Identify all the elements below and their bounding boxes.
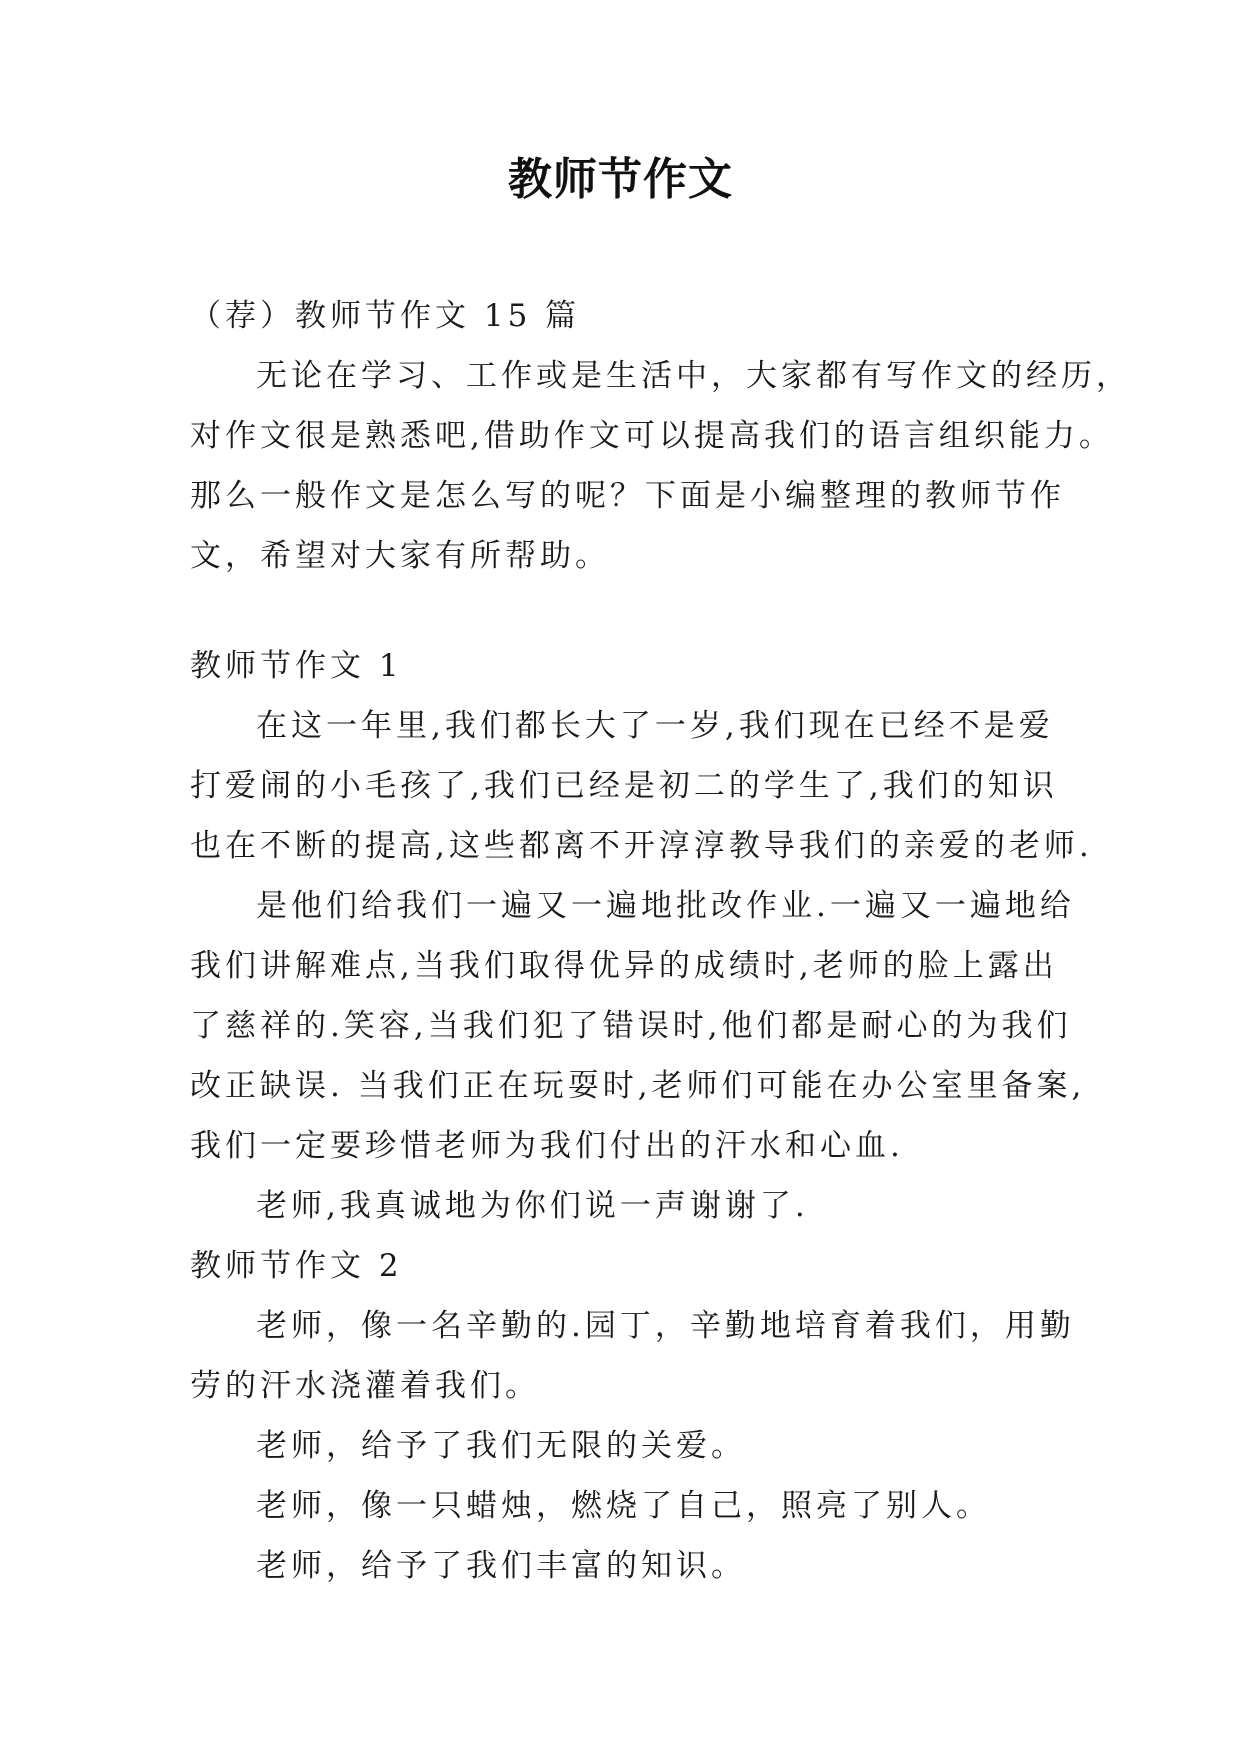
paragraph-line: 老师,我真诚地为你们说一声谢谢了. bbox=[256, 1188, 809, 1224]
paragraph-line: 我们讲解难点,当我们取得优异的成绩时,老师的脸上露出 bbox=[190, 948, 1058, 984]
paragraph-line: 老师，给予了我们丰富的知识。 bbox=[256, 1548, 746, 1584]
paragraph-line: 是他们给我们一遍又一遍地批改作业.一遍又一遍地给 bbox=[256, 888, 1075, 924]
subtitle-line: （荐）教师节作文 15 篇 bbox=[190, 298, 581, 334]
paragraph-line: 文，希望对大家有所帮助。 bbox=[190, 538, 610, 574]
paragraph-line: 在这一年里,我们都长大了一岁,我们现在已经不是爱 bbox=[256, 708, 1054, 744]
section-heading: 教师节作文 1 bbox=[190, 648, 403, 684]
paragraph-line: 打爱闹的小毛孩了,我们已经是初二的学生了,我们的知识 bbox=[190, 768, 1058, 804]
paragraph-line: 那么一般作文是怎么写的呢？下面是小编整理的教师节作 bbox=[190, 478, 1065, 514]
paragraph-line: 了慈祥的.笑容,当我们犯了错误时,他们都是耐心的为我们 bbox=[190, 1008, 1072, 1044]
document-title: 教师节作文 bbox=[508, 154, 733, 205]
paragraph-line: 劳的汗水浇灌着我们。 bbox=[190, 1368, 540, 1404]
paragraph-line: 老师，像一只蜡烛，燃烧了自己，照亮了别人。 bbox=[256, 1488, 991, 1524]
paragraph-line: 对作文很是熟悉吧,借助作文可以提高我们的语言组织能力。 bbox=[190, 418, 1114, 454]
section-heading: 教师节作文 2 bbox=[190, 1248, 403, 1284]
paragraph-line: 也在不断的提高,这些都离不开淳淳教导我们的亲爱的老师. bbox=[190, 828, 1093, 864]
paragraph-line: 无论在学习、工作或是生活中，大家都有写作文的经历， bbox=[256, 358, 1131, 394]
paragraph-line: 改正缺误. 当我们正在玩耍时,老师们可能在办公室里备案, bbox=[190, 1068, 1086, 1104]
paragraph-line: 我们一定要珍惜老师为我们付出的汗水和心血. bbox=[190, 1128, 904, 1164]
paragraph-line: 老师，像一名辛勤的.园丁，辛勤地培育着我们，用勤 bbox=[256, 1308, 1075, 1344]
document-body bbox=[190, 286, 1131, 1596]
paragraph-line: 老师，给予了我们无限的关爱。 bbox=[256, 1428, 746, 1464]
section-gap bbox=[190, 586, 1060, 636]
